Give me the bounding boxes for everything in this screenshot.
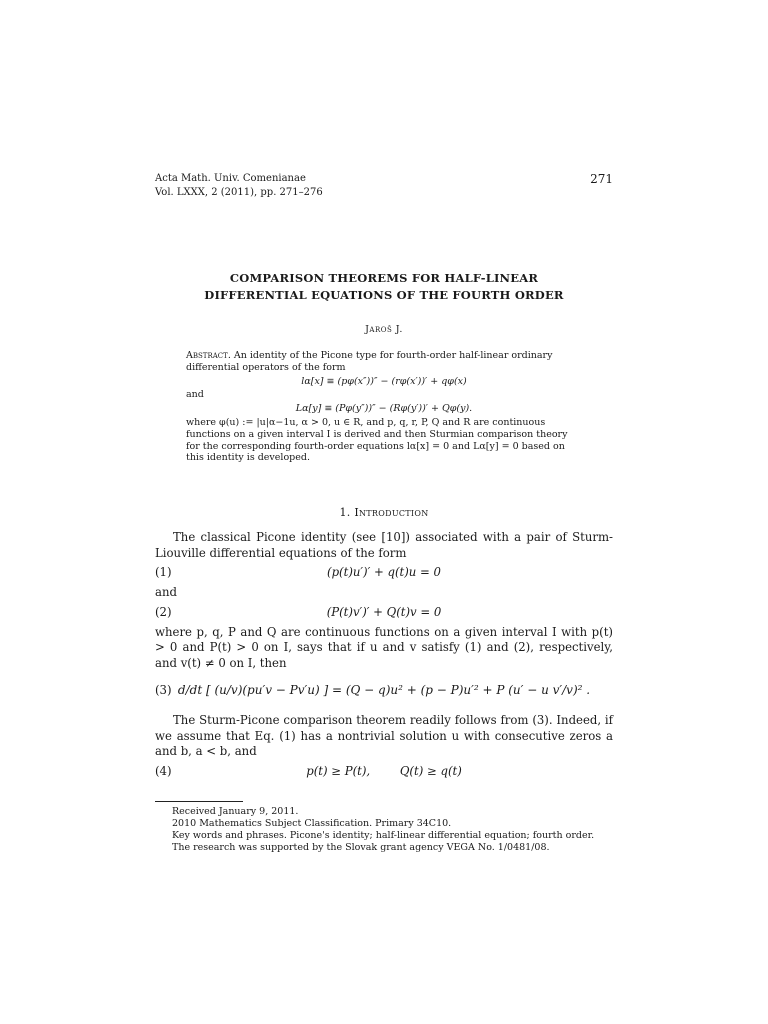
abstract-label: Abstract. bbox=[186, 350, 231, 361]
equation-1 bbox=[155, 561, 613, 585]
title-line-1: COMPARISON THEOREMS FOR HALF-LINEAR bbox=[229, 271, 539, 285]
equation-4 bbox=[155, 760, 613, 784]
page-number: 271 bbox=[590, 172, 613, 186]
journal-volume: Vol. LXXX, 2 (2011), pp. 271–276 bbox=[155, 187, 323, 198]
equation-number-3: (3) bbox=[155, 683, 172, 697]
equation-3 bbox=[155, 671, 613, 713]
abstract-text-2: where φ(u) := |u|α−1u, α > 0, u ∈ R, and p, q, r, P, Q and R are continuous functions on a given interval I is derived and then Sturmian comparison theory for the corresponding fourth-order equations lα[x] = 0 and Lα[y] = 0 based on this identity is developed. bbox=[186, 416, 568, 464]
equation-number-4: (4) bbox=[155, 763, 172, 778]
abstract-equation-2: Lα[y] ≡ (Pφ(y″))″ − (Rφ(y′))′ + Qφ(y). bbox=[295, 403, 473, 415]
footnote-rule bbox=[155, 801, 243, 802]
footnote-received: Received January 9, 2011. bbox=[172, 806, 299, 817]
journal-header bbox=[155, 172, 613, 200]
footnote-msc: 2010 Mathematics Subject Classification. Primary 34C10. bbox=[172, 818, 452, 829]
section-heading: 1. Introduction bbox=[339, 506, 429, 519]
journal-name: Acta Math. Univ. Comenianae bbox=[155, 173, 306, 184]
footnote-support: The research was supported by the Slovak grant agency VEGA No. 1/0481/08. bbox=[172, 842, 550, 853]
title-line-2: DIFFERENTIAL EQUATIONS OF THE FOURTH ORDER bbox=[204, 288, 564, 302]
connector-and: and bbox=[155, 585, 177, 599]
equation-expr-1: (p(t)u′)′ + q(t)u = 0 bbox=[327, 565, 441, 579]
equation-expr-2: (P(t)v′)′ + Q(t)v = 0 bbox=[326, 604, 442, 619]
paper-title bbox=[155, 270, 613, 304]
equation-number-1: (1) bbox=[155, 565, 172, 579]
equation-2 bbox=[155, 601, 613, 625]
paragraph-1: The classical Picone identity (see [10]) associated with a pair of Sturm-Liouville differential equations of the form bbox=[155, 530, 613, 560]
author: Jaroš J. bbox=[365, 324, 403, 335]
body-text bbox=[155, 530, 613, 784]
abstract-and: and bbox=[186, 389, 204, 401]
footnote-keywords: Key words and phrases. Picone's identity; half-linear differential equation; fourth order. bbox=[172, 830, 595, 841]
equation-expr-3: d/dt [ (u/v)(pu′v − Pv′u) ] = (Q − q)u² + (p − P)u′² + P (u′ − u v′/v)² . bbox=[177, 683, 591, 697]
equation-number-2: (2) bbox=[155, 604, 172, 619]
abstract bbox=[186, 350, 582, 464]
abstract-equation-1: lα[x] ≡ (pφ(x″))″ − (rφ(x′))′ + qφ(x) bbox=[301, 375, 467, 387]
equation-expr-4: p(t) ≥ P(t), Q(t) ≥ q(t) bbox=[306, 763, 462, 778]
abstract-text-1: An identity of the Picone type for fourth-order half-linear ordinary differential operators of the form bbox=[186, 350, 553, 373]
footnotes bbox=[172, 806, 613, 854]
paragraph-2: where p, q, P and Q are continuous functions on a given interval I with p(t) > 0 and P(t) > 0 on I, says that if u and v satisfy (1) and (2), respectively, and v(t) ≠ 0 on I, then bbox=[155, 624, 613, 670]
paragraph-3: The Sturm-Picone comparison theorem readily follows from (3). Indeed, if we assume that Eq. (1) has a nontrivial solution u with consecutive zeros a and b, a < b, and bbox=[155, 713, 613, 758]
